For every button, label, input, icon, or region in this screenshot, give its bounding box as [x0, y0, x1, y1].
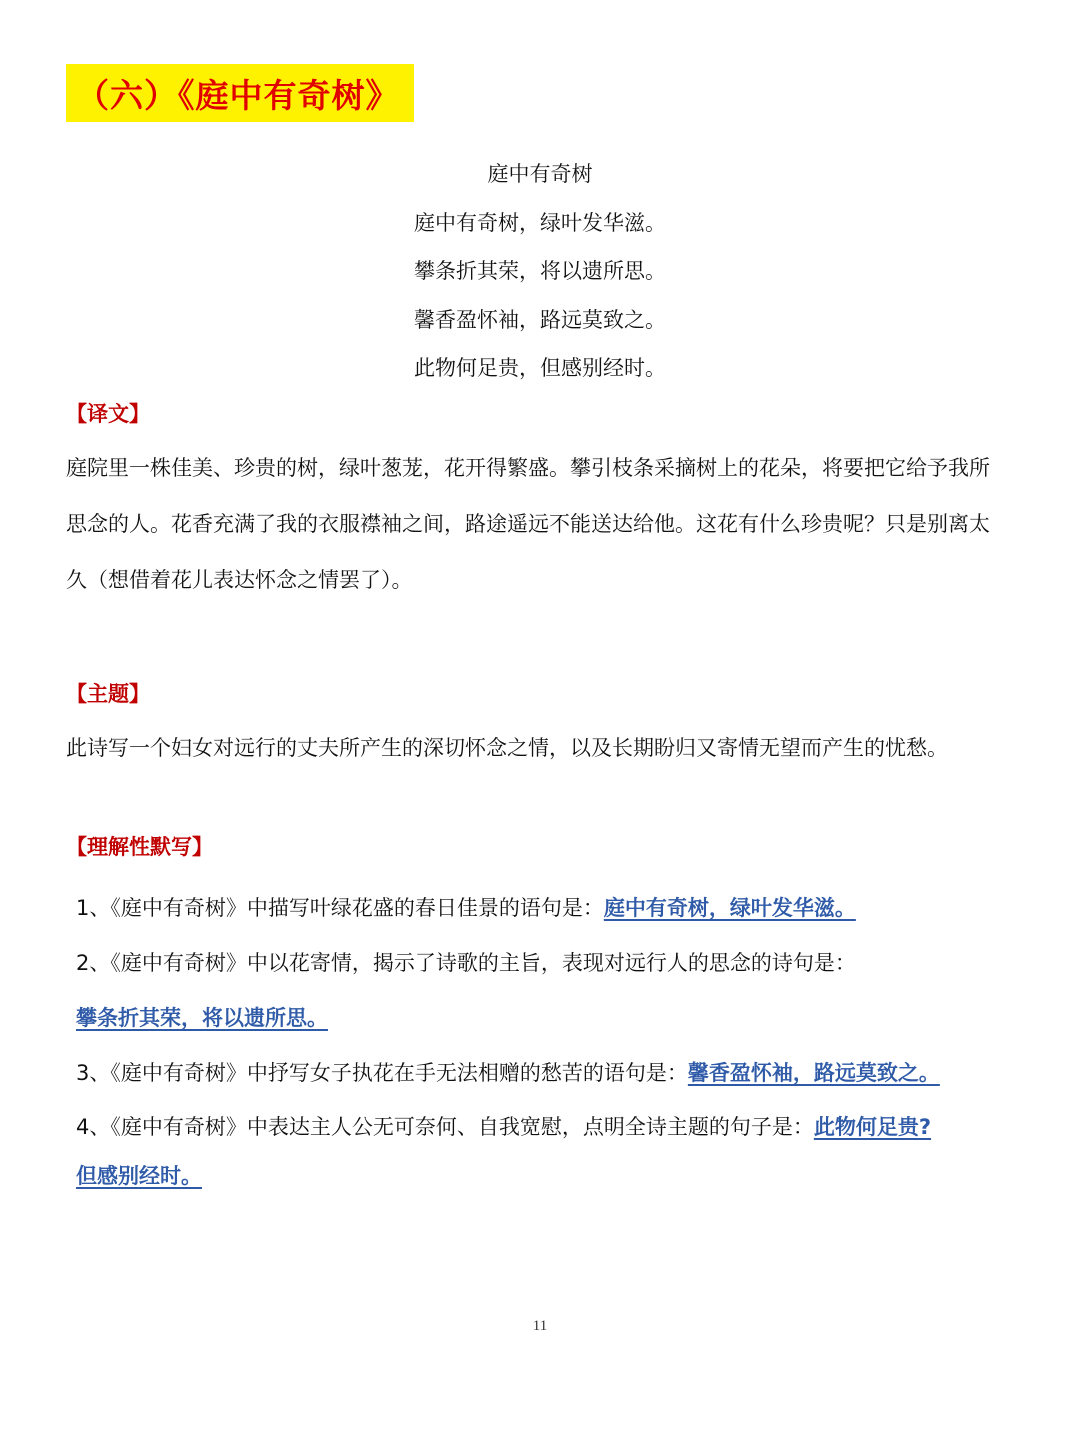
dictation-item-3: [76, 1058, 940, 1088]
poem-block: [0, 150, 1080, 393]
question-text: 3、《庭中有奇树》中抒写女子执花在手无法相赠的愁苦的语句是：: [76, 1061, 688, 1085]
answer-text: 庭中有奇树，绿叶发华滋。: [603, 896, 856, 920]
dictation-item-4: [76, 1112, 931, 1142]
answer-text: 攀条折其荣，将以遗所思。: [76, 1006, 328, 1030]
poem-title: 庭中有奇树: [487, 162, 593, 186]
dictation-item-4-answer: [76, 1161, 202, 1191]
dictation-heading: 【理解性默写】: [66, 835, 213, 859]
page-title: （六）《庭中有奇树》: [76, 75, 400, 115]
question-text: 4、《庭中有奇树》中表达主人公无可奈何、自我宽慰，点明全诗主题的句子是：: [76, 1115, 814, 1139]
translation-line: 庭院里一株佳美、珍贵的树，绿叶葱茏，花开得繁盛。攀引枝条采摘树上的花朵，将要把它给予我所: [66, 456, 990, 480]
page-number: 11: [532, 1318, 548, 1334]
title-banner: [66, 64, 414, 122]
theme-text: [66, 720, 1021, 776]
poem-line: 此物何足贵，但感别经时。: [414, 356, 666, 380]
poem-line: 庭中有奇树，绿叶发华滋。: [414, 210, 666, 235]
answer-text: 但感别经时。: [76, 1164, 202, 1188]
answer-text: 馨香盈怀袖，路远莫致之。: [687, 1061, 940, 1085]
dictation-item-1: [76, 893, 856, 923]
dictation-item-2-answer: [76, 1003, 328, 1033]
poem-line: 馨香盈怀袖，路远莫致之。: [414, 307, 666, 332]
translation-line: 思念的人。花香充满了我的衣服襟袖之间，路途遥远不能送达给他。这花有什么珍贵呢？只是别离太: [66, 512, 990, 536]
question-text: 1、《庭中有奇树》中描写叶绿花盛的春日佳景的语句是：: [76, 896, 604, 920]
answer-text: 此物何足贵?: [813, 1115, 932, 1139]
dictation-item-2: [76, 948, 856, 978]
translation-heading: 【译文】: [66, 402, 150, 426]
translation-line: 久（想借着花儿表达怀念之情罢了）。: [66, 568, 413, 592]
poem-line: 攀条折其荣，将以遗所思。: [414, 259, 666, 283]
question-text: 2、《庭中有奇树》中以花寄情，揭示了诗歌的主旨，表现对远行人的思念的诗句是：: [76, 951, 856, 975]
translation-text: [66, 440, 1021, 608]
theme-heading: 【主题】: [66, 682, 150, 706]
theme-line: 此诗写一个妇女对远行的丈夫所产生的深切怀念之情，以及长期盼归又寄情无望而产生的忧愁。: [66, 736, 948, 760]
